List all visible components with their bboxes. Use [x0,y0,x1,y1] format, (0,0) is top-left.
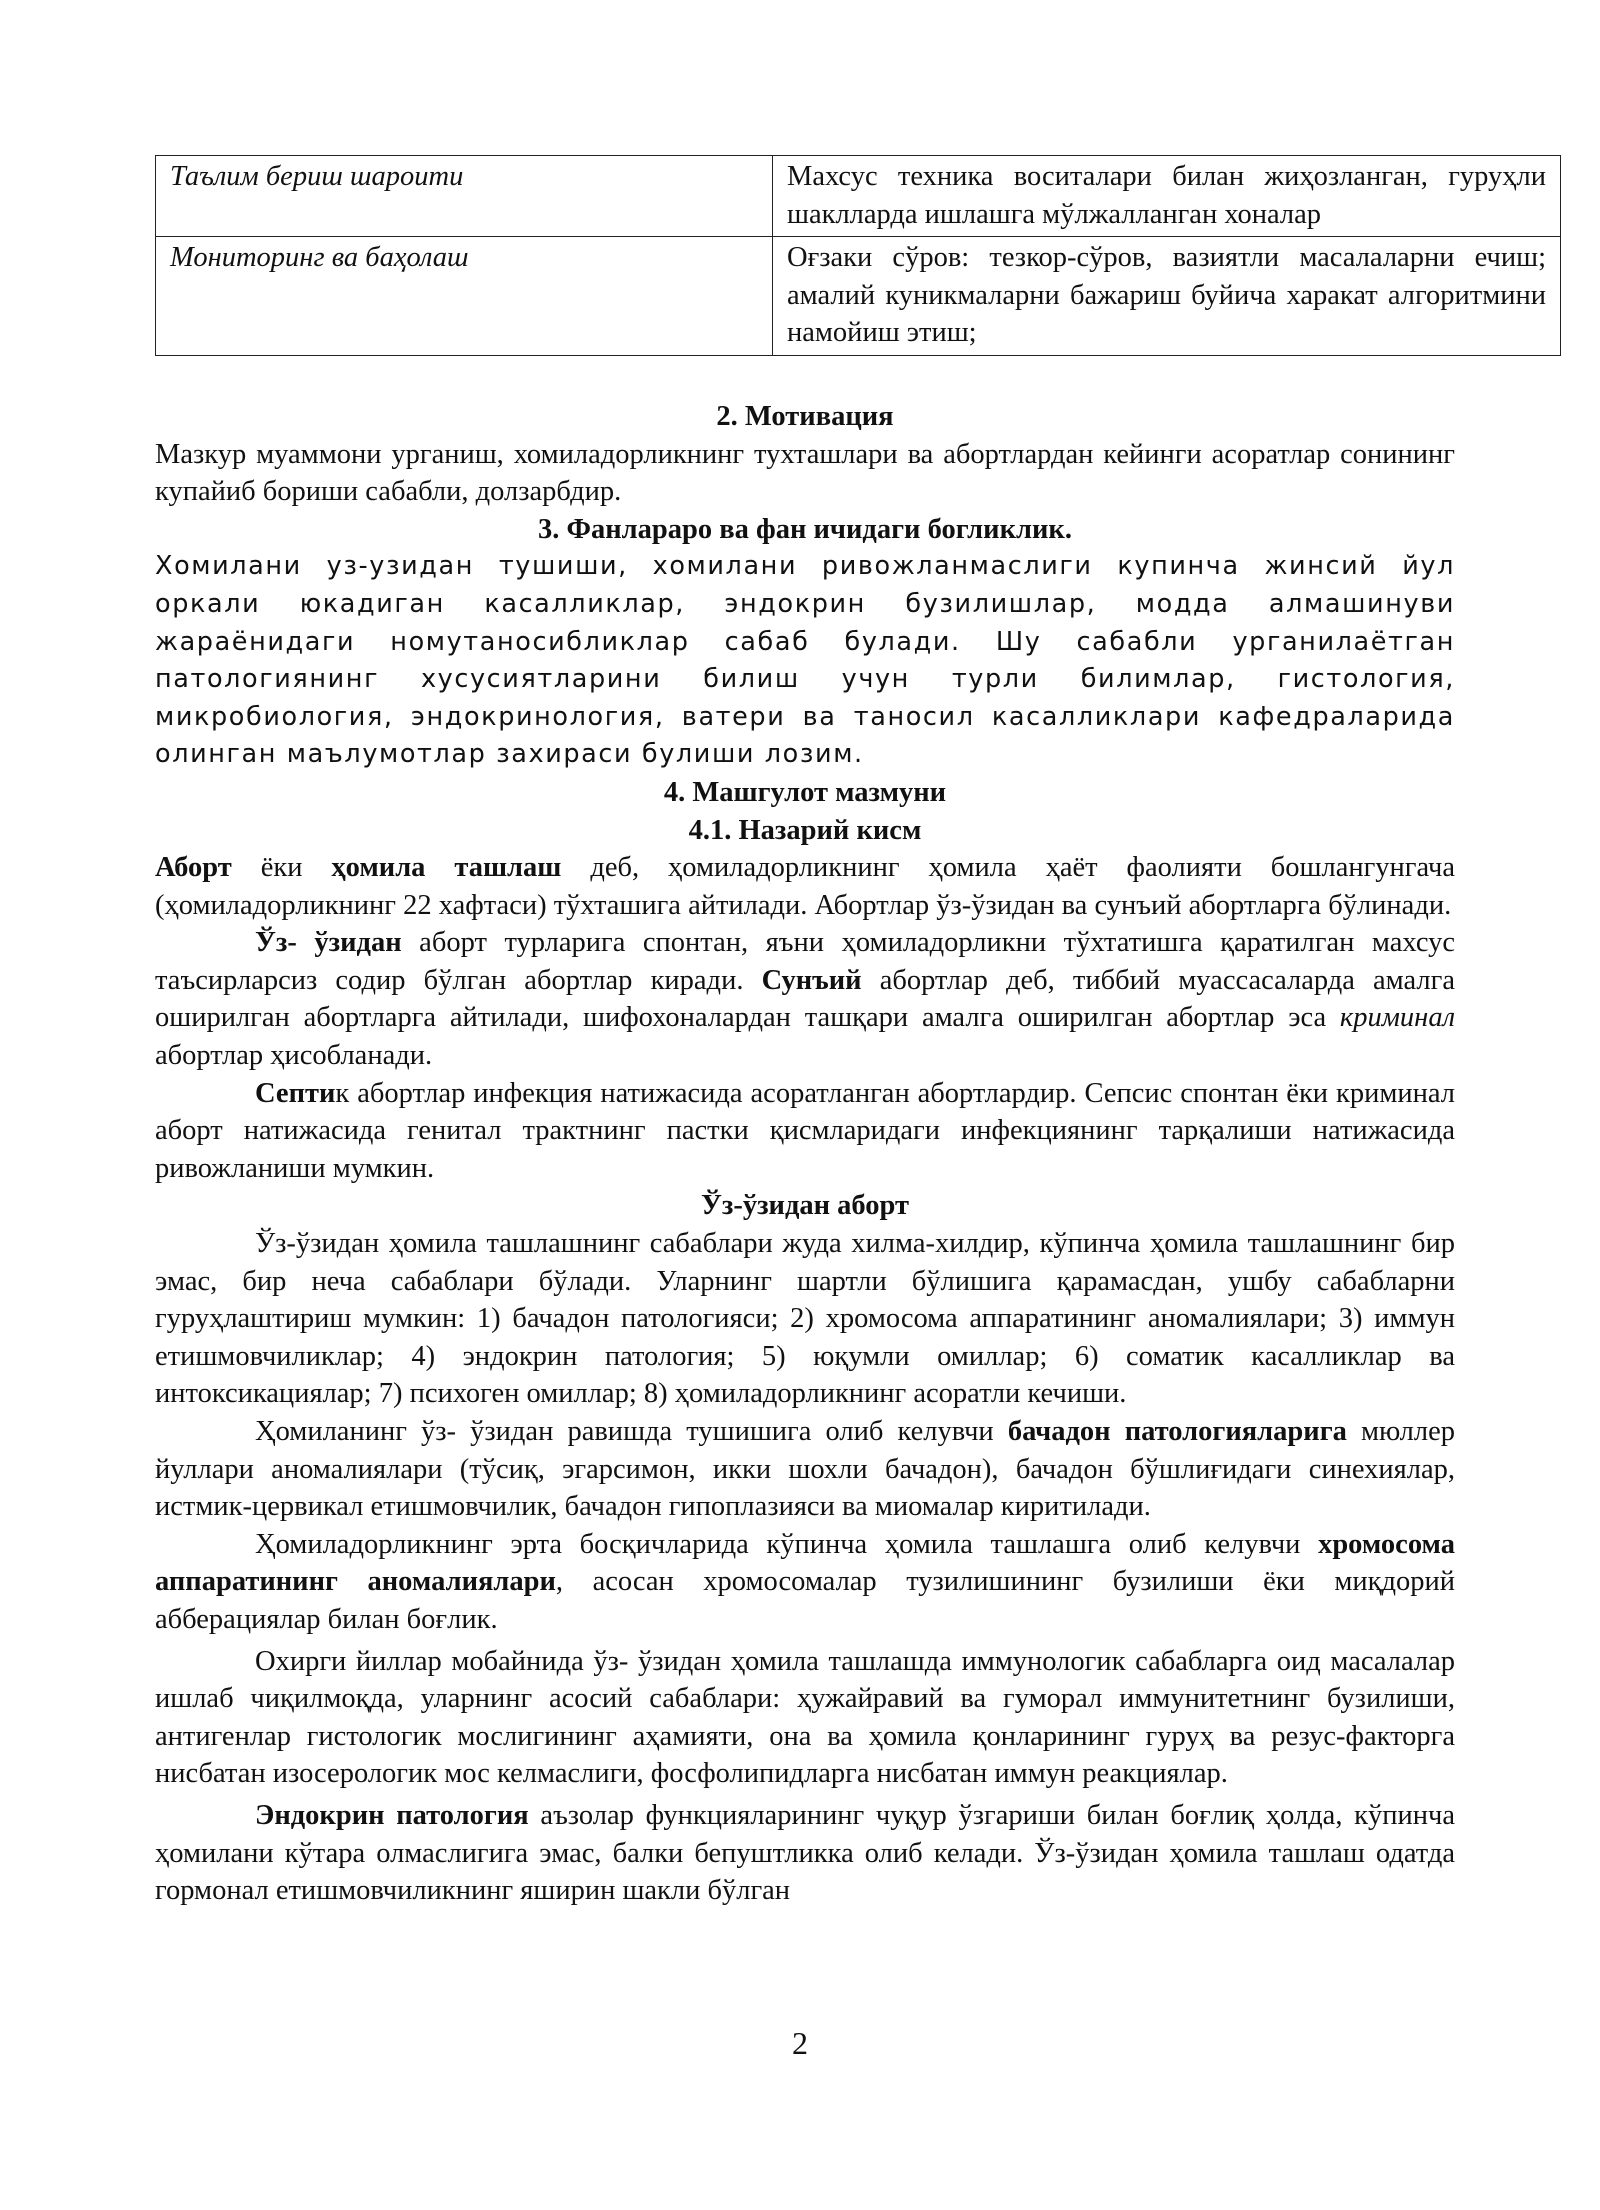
table-cell-key: Таълим бериш шароити [156,156,773,237]
content-heading: 4. Машгулот мазмуни [663,776,947,808]
chromosome-paragraph: Ҳомиладорликнинг эрта босқичларида кўпинча ҳомила ташлашга олиб келувчи хромосома аппаратининг аномалиялари, асосан хромосомалар тузилишининг бузилиши ёки миқдорий абберациялар билан боғлик. [155,1528,1455,1635]
abortion-types-paragraph: Ўз- ўзидан аборт турларига спонтан, яъни ҳомиладорликни тўхтатишга қаратилган махсус таъсирларсиз содир бўлган абортлар киради. Сунъий абортлар деб, тиббий муассасаларда амалга оширилган абортларга айтилади, шифохоналардан ташқари амалга оширилган абортлар эса криминал абортлар ҳисобланади. [155,927,1455,1072]
endocrine-paragraph: Эндокрин патология аъзолар функцияларининг чуқур ўзгариши билан боғлиқ ҳолда, кўпинча ҳомилани кўтара олмаслигига эмас, балки бепуштликка олиб келади. Ўз-ўзидан ҳомила ташлаш одатда гормонал етишмовчиликнинг яширин шакли бўлган [155,1799,1455,1907]
table-cell-value: Махсус техника воситалари билан жиҳозланган, гуруҳли шаклларда ишлашга мўлжалланган хоналар [773,156,1561,237]
page-number: 2 [792,2025,808,2061]
table-cell-key: Мониторинг ва баҳолаш [156,237,773,356]
immunology-paragraph: Охирги йиллар мобайнида ўз- ўзидан ҳомила ташлашда иммунологик сабабларга оид масалалар ишлаб чиқилмоқда, уларнинг асосий сабаблари: ҳужайравий ва гуморал иммунитетнинг бузилиши, антигенлар гистологик мослигининг аҳамияти, она ва ҳомила қонларининг гуруҳ ва резус-факторга нисбатан изосерологик мос келмаслиги, фосфолипидларга нисбатан иммун реакциялар. [155,1645,1455,1790]
abortion-definition-paragraph: Аборт ёки ҳомила ташлаш деб, ҳомиладорликнинг ҳомила ҳаёт фаолияти бошлангунгача (ҳомиладорликнинг 22 хафтаси) тўхташига айтилади. Абортлар ўз-ўзидан ва сунъий абортларга бўлинади. [155,852,1455,921]
interdisciplinary-paragraph: Хомилани уз-узидан тушиши, хомилани ривожланмаслиги купинча жинсий йул оркали юкадиган касалликлар, эндокрин бузилишлар, модда алмашинуви жараёнидаги номутаносибликлар сабаб булади. Шу сабабли урганилаётган патологиянинг хусусиятларини билиш учун турли билимлар, гистология, микробиология, эндокринология, ватери ва таносил касалликлари кафедраларида олинган маълумотлар захираси булиши лозим. [155,551,1455,770]
term-abortion: Аборт [155,852,232,884]
term-chromosome-anomalies: хромосома аппаратининг аномалиялари [155,1528,1455,1598]
motivation-heading: 2. Мотивация [716,400,894,432]
motivation-paragraph: Мазкур муаммони урганиш, хомиладорликнинг тухташлари ва абортлардан кейинги асоратлар сонининг купайиб бориши сабабли, долзарбдир. [155,438,1455,508]
spontaneous-abortion-heading: Ўз-ўзидан аборт [700,1190,910,1222]
table-row [156,156,1561,237]
term-uterine-pathology: бачадон патологияларига [1007,1416,1347,1447]
causes-paragraph: Ўз-ўзидан ҳомила ташлашнинг сабаблари жуда хилма-хилдир, кўпинча ҳомила ташлашнинг бир эмас, бир неча сабаблари бўлади. Уларнинг шартли бўлишига қарамасдан, ушбу сабабларни гуруҳлаштириш мумкин: 1) бачадон патологияси; 2) хромосома аппаратининг аномалиялари; 3) иммун етишмовчиликлар; 4) эндокрин патология; 5) юқумли омиллар; 6) соматик касалликлар ва интоксикациялар; 7) психоген омиллар; 8) ҳомиладорликнинг асоратли кечиши. [155,1228,1455,1410]
table-row [156,237,1561,356]
interdisciplinary-heading: 3. Фанлараро ва фан ичидаги богликлик. [538,513,1072,545]
table-cell-value: Оғзаки сўров: тезкор-сўров, вазиятли масалаларни ечиш; амалий куникмаларни бажариш буйича харакат алгоритмини намойиш этиш; [773,237,1561,356]
term-spontaneous: Ўз- ўзидан [255,927,402,959]
term-induced: Сунъий [761,964,862,996]
term-miscarriage: ҳомила ташлаш [331,852,562,884]
term-criminal: криминал [1339,1002,1455,1034]
septic-abortion-paragraph: Септик абортлар инфекция натижасида асоратланган абортлардир. Сепсис спонтан ёки криминал аборт натижасида генитал трактнинг пастки қисмларидаги инфекциянинг тарқалиши натижасида ривожланиши мумкин. [155,1077,1455,1184]
info-table [155,155,1561,356]
term-endocrine-pathology: Эндокрин патология [255,1799,529,1831]
uterine-pathology-paragraph: Ҳомиланинг ўз- ўзидан равишда тушишига олиб келувчи бачадон патологияларига мюллер йуллари аномалиялари (тўсиқ, эгарсимон, икки шохли бачадон), бачадон бўшлиғидаги синехиялар, истмик-цервикал етишмовчилик, бачадон гипоплазияси ва миомалар киритилади. [155,1416,1455,1523]
term-septic: Септи [255,1077,336,1109]
theory-subheading: 4.1. Назарий кисм [688,814,922,846]
document-page [155,155,1546,1910]
